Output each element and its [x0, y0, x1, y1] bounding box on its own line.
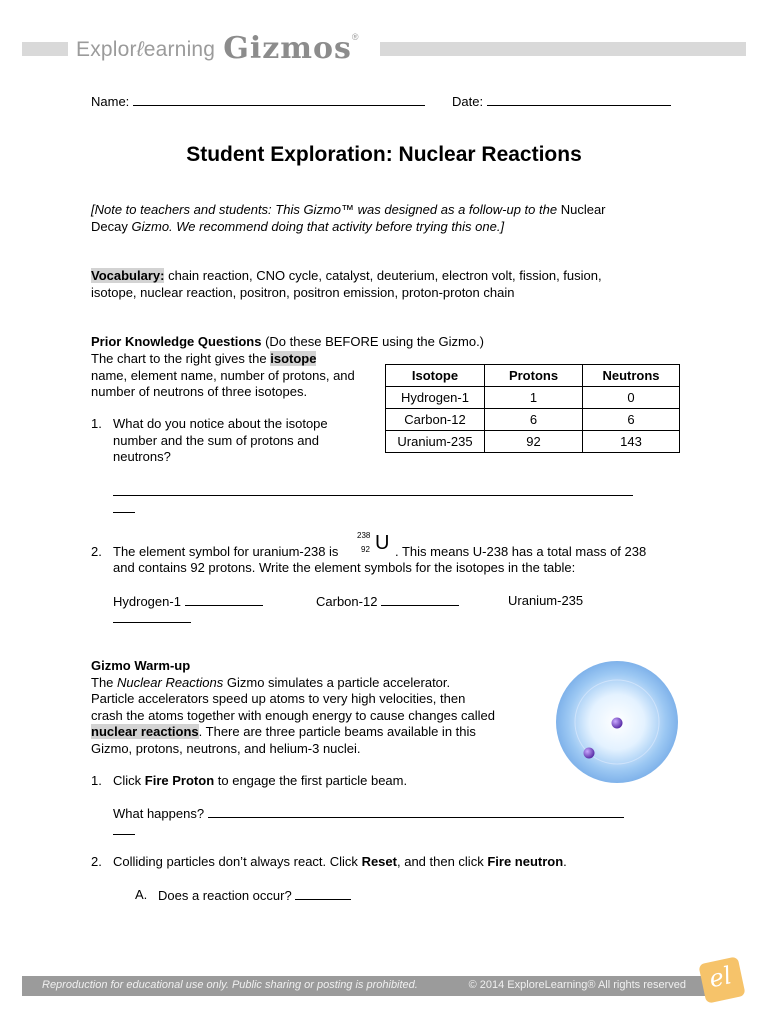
table-header-neutrons: Neutrons	[583, 365, 680, 387]
prior-q1-answer-line[interactable]	[113, 495, 633, 496]
explorelearning-gizmos-logo	[68, 26, 367, 66]
table-cell: Carbon-12	[386, 409, 485, 431]
table-row	[386, 409, 680, 431]
table-header-isotope: Isotope	[386, 365, 485, 387]
table-cell: 92	[485, 431, 583, 453]
name-field[interactable]	[91, 93, 425, 109]
warmup-q2-text: Colliding particles don’t always react. Click Reset, and then click Fire neutron.	[113, 854, 567, 869]
warmup-q2-number: 2.	[91, 854, 102, 869]
prior-knowledge-intro: The chart to the right gives the isotope name, element name, number of protons, and number of neutrons of three isotopes.	[91, 351, 355, 399]
hydrogen-symbol-field[interactable]: Hydrogen-1	[113, 593, 263, 609]
warmup-section: Gizmo Warm-up The Nuclear Reactions Gizmo simulates a particle accelerator. Particle accelerators speed up atoms to very high velocities, then crash the atoms together with enough energy to cause changes called nuclear reactions. There are three particle beams available in this Gizmo, protons, neutrons, and helium-3 nuclei.	[91, 658, 495, 756]
table-cell: 143	[583, 431, 680, 453]
carbon-symbol-field[interactable]: Carbon-12	[316, 593, 459, 609]
prior-q2-text: The element symbol for uranium-238 is 238 92 U . This means U-238 has a total mass of 238 and contains 92 protons. Write the element symbols for the isotopes in the table:	[113, 531, 647, 575]
date-input-line[interactable]	[487, 93, 671, 106]
logo-explore-text: Explorℓearning	[76, 38, 216, 61]
reaction-occur-line[interactable]	[295, 887, 351, 900]
prior-knowledge-heading: Prior Knowledge Questions (Do these BEFORE using the Gizmo.)	[91, 334, 485, 349]
logo-registered-mark: ®	[351, 32, 359, 42]
vocabulary-label: Vocabulary:	[91, 268, 165, 283]
vocabulary: Vocabulary: chain reaction, CNO cycle, catalyst, deuterium, electron volt, fission, fusion, isotope, nuclear reaction, positron, positron emission, proton-proton chain	[91, 268, 602, 300]
what-happens-line[interactable]	[208, 805, 624, 818]
table-row	[386, 387, 680, 409]
reaction-occur-field[interactable]: Does a reaction occur?	[158, 887, 351, 903]
prior-q1-text: What do you notice about the isotope number and the sum of protons and neutrons?	[113, 416, 328, 464]
table-header-row	[386, 365, 680, 387]
logo-gizmos-text: Gizmos	[223, 31, 352, 66]
uranium-symbol-field: Uranium-235	[508, 593, 584, 608]
what-happens-line-2[interactable]	[113, 834, 135, 835]
table-cell: Uranium-235	[386, 431, 485, 453]
date-label: Date:	[452, 94, 484, 109]
warmup-q1-text: Click Fire Proton to engage the first particle beam.	[113, 773, 408, 788]
table-cell: 0	[583, 387, 680, 409]
table-header-protons: Protons	[485, 365, 583, 387]
uranium-atomic-number: 92	[361, 545, 370, 554]
footer-bar	[22, 976, 712, 996]
table-cell: 6	[485, 409, 583, 431]
isotope-table	[385, 364, 680, 453]
date-field[interactable]	[452, 93, 671, 109]
carbon-symbol-line[interactable]	[381, 593, 459, 606]
name-label: Name:	[91, 94, 130, 109]
footer-disclaimer: Reproduction for educational use only. Public sharing or posting is prohibited.	[42, 979, 418, 991]
warmup-q2a-label: A.	[135, 887, 148, 902]
prior-q1-number: 1.	[91, 416, 102, 431]
table-cell: 6	[583, 409, 680, 431]
particle-accelerator-image	[555, 660, 679, 784]
warmup-q1-number: 1.	[91, 773, 102, 788]
particle-icon	[612, 718, 623, 729]
table-cell: Hydrogen-1	[386, 387, 485, 409]
hydrogen-symbol-line[interactable]	[185, 593, 263, 606]
prior-q1-answer-line-2[interactable]	[113, 512, 135, 513]
uranium-symbol: U	[375, 532, 390, 554]
table-row	[386, 431, 680, 453]
uranium-symbol-line[interactable]	[113, 622, 191, 623]
table-cell: 1	[485, 387, 583, 409]
badge-letters: el	[706, 961, 734, 994]
what-happens-field[interactable]: What happens?	[113, 805, 624, 821]
name-input-line[interactable]	[133, 93, 425, 106]
footer-copyright: © 2014 ExploreLearning® All rights reserved	[468, 979, 686, 991]
page-title: Student Exploration: Nuclear Reactions	[186, 143, 582, 166]
header-bar-left	[22, 42, 68, 56]
header-bar-right	[380, 42, 746, 56]
particle-icon	[584, 748, 595, 759]
prior-q2-number: 2.	[91, 544, 102, 559]
explorelearning-badge-icon	[698, 956, 745, 1003]
teacher-note: [Note to teachers and students: This Gizmo™ was designed as a follow-up to the Nuclear Decay Gizmo. We recommend doing that activity before trying this one.]	[91, 202, 606, 234]
uranium-mass-number: 238	[357, 531, 371, 540]
